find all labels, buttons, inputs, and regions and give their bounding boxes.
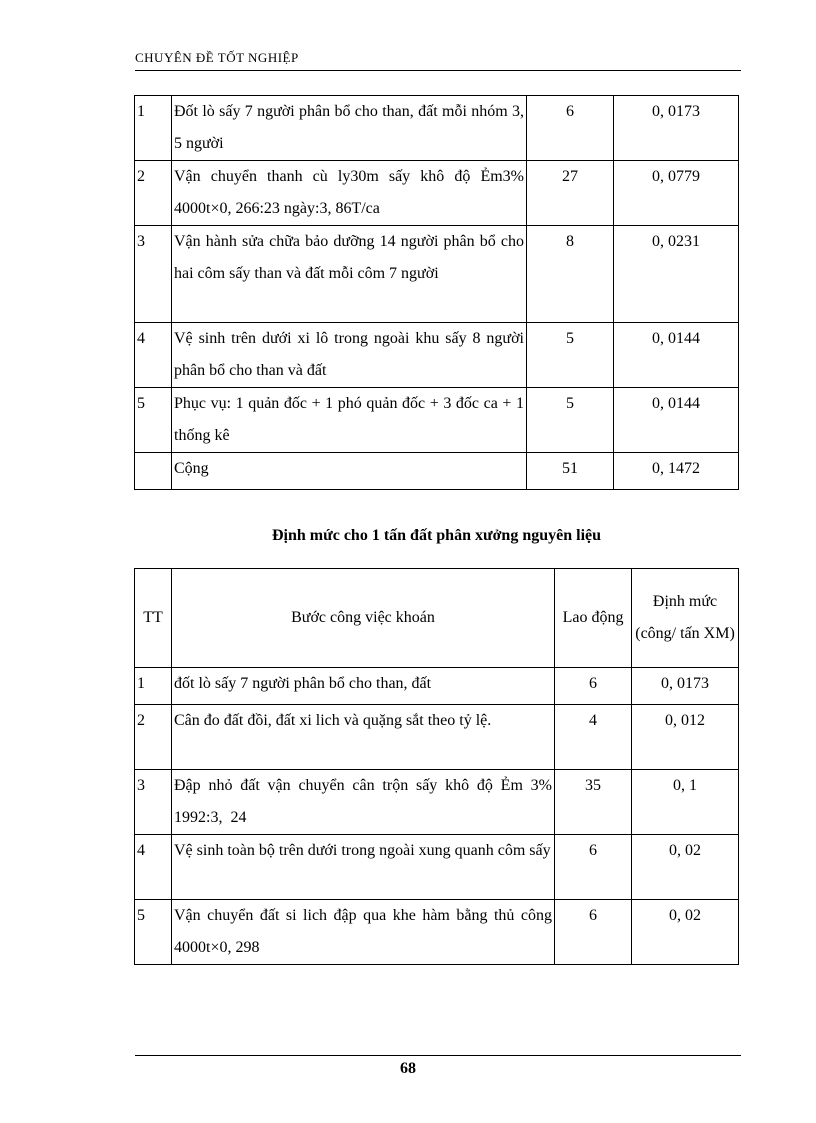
row-rate: 0, 0173 — [614, 96, 739, 161]
labor-table-materials — [134, 568, 739, 965]
table-row — [135, 226, 739, 323]
table-header-row — [135, 569, 739, 668]
row-description: Vận hành sửa chữa bảo dưỡng 14 người phân bổ cho hai côm sấy than và đất mỗi côm 7 người — [172, 226, 527, 323]
footer-rule — [135, 1055, 741, 1056]
header-no: TT — [135, 569, 172, 668]
row-number: 1 — [135, 668, 172, 705]
row-rate: 0, 0144 — [614, 388, 739, 453]
row-description: Vệ sinh toàn bộ trên dưới trong ngoài xung quanh côm sấy — [172, 835, 555, 900]
header-description: Bước công việc khoán — [172, 569, 555, 668]
row-labor: 6 — [555, 668, 632, 705]
row-number — [135, 453, 172, 490]
table-total-row — [135, 453, 739, 490]
table-row — [135, 96, 739, 161]
row-labor: 5 — [527, 388, 614, 453]
page-header — [135, 50, 741, 71]
table-row — [135, 161, 739, 226]
row-labor: 51 — [527, 453, 614, 490]
row-description: đốt lò sấy 7 người phân bổ cho than, đất — [172, 668, 555, 705]
row-rate: 0, 1 — [632, 770, 739, 835]
table-row — [135, 835, 739, 900]
table-row — [135, 770, 739, 835]
row-labor: 6 — [555, 835, 632, 900]
row-rate: 0, 02 — [632, 900, 739, 965]
row-description: Đập nhỏ đất vận chuyển cân trộn sấy khô độ Ẻm 3% 1992:3, 24 — [172, 770, 555, 835]
row-labor: 6 — [527, 96, 614, 161]
row-description: Vận chuyển đất si lich đập qua khe hàm bằng thủ công 4000t×0, 298 — [172, 900, 555, 965]
row-rate: 0, 012 — [632, 705, 739, 770]
row-rate: 0, 1472 — [614, 453, 739, 490]
labor-table-drying — [134, 95, 739, 490]
row-number: 2 — [135, 161, 172, 226]
row-rate: 0, 0144 — [614, 323, 739, 388]
row-number: 4 — [135, 835, 172, 900]
header-labor: Lao động — [555, 569, 632, 668]
row-description: Vận chuyển thanh cù ly30m sấy khô độ Ẻm3% 4000t×0, 266:23 ngày:3, 86T/ca — [172, 161, 527, 226]
row-rate: 0, 02 — [632, 835, 739, 900]
section-title: Định mức cho 1 tấn đất phân xưởng nguyên liệu — [271, 527, 602, 544]
header-title: CHUYÊN ĐỀ TỐT NGHIỆP — [135, 50, 299, 65]
table-row — [135, 388, 739, 453]
page-number: 68 — [400, 1060, 416, 1077]
row-number: 4 — [135, 323, 172, 388]
table-row — [135, 323, 739, 388]
row-labor: 6 — [555, 900, 632, 965]
row-description: Cân đo đất đồi, đất xi lich và quặng sắt theo tỷ lệ. — [172, 705, 555, 770]
row-description: Phục vụ: 1 quản đốc + 1 phó quản đốc + 3 đốc ca + 1 thống kê — [172, 388, 527, 453]
table-row — [135, 668, 739, 705]
row-description: Vệ sinh trên dưới xi lô trong ngoài khu sấy 8 người phân bổ cho than và đất — [172, 323, 527, 388]
table-row — [135, 705, 739, 770]
row-number: 5 — [135, 900, 172, 965]
row-rate: 0, 0231 — [614, 226, 739, 323]
row-labor: 35 — [555, 770, 632, 835]
row-rate: 0, 0779 — [614, 161, 739, 226]
row-number: 2 — [135, 705, 172, 770]
row-description: Cộng — [172, 453, 527, 490]
row-number: 3 — [135, 770, 172, 835]
row-description: Đốt lò sấy 7 người phân bổ cho than, đất mỗi nhóm 3, 5 người — [172, 96, 527, 161]
row-number: 3 — [135, 226, 172, 323]
row-labor: 5 — [527, 323, 614, 388]
row-number: 5 — [135, 388, 172, 453]
row-rate: 0, 0173 — [632, 668, 739, 705]
row-number: 1 — [135, 96, 172, 161]
row-labor: 8 — [527, 226, 614, 323]
header-rate: Định mức (công/ tấn XM) — [632, 569, 739, 668]
row-labor: 27 — [527, 161, 614, 226]
row-labor: 4 — [555, 705, 632, 770]
table-row — [135, 900, 739, 965]
